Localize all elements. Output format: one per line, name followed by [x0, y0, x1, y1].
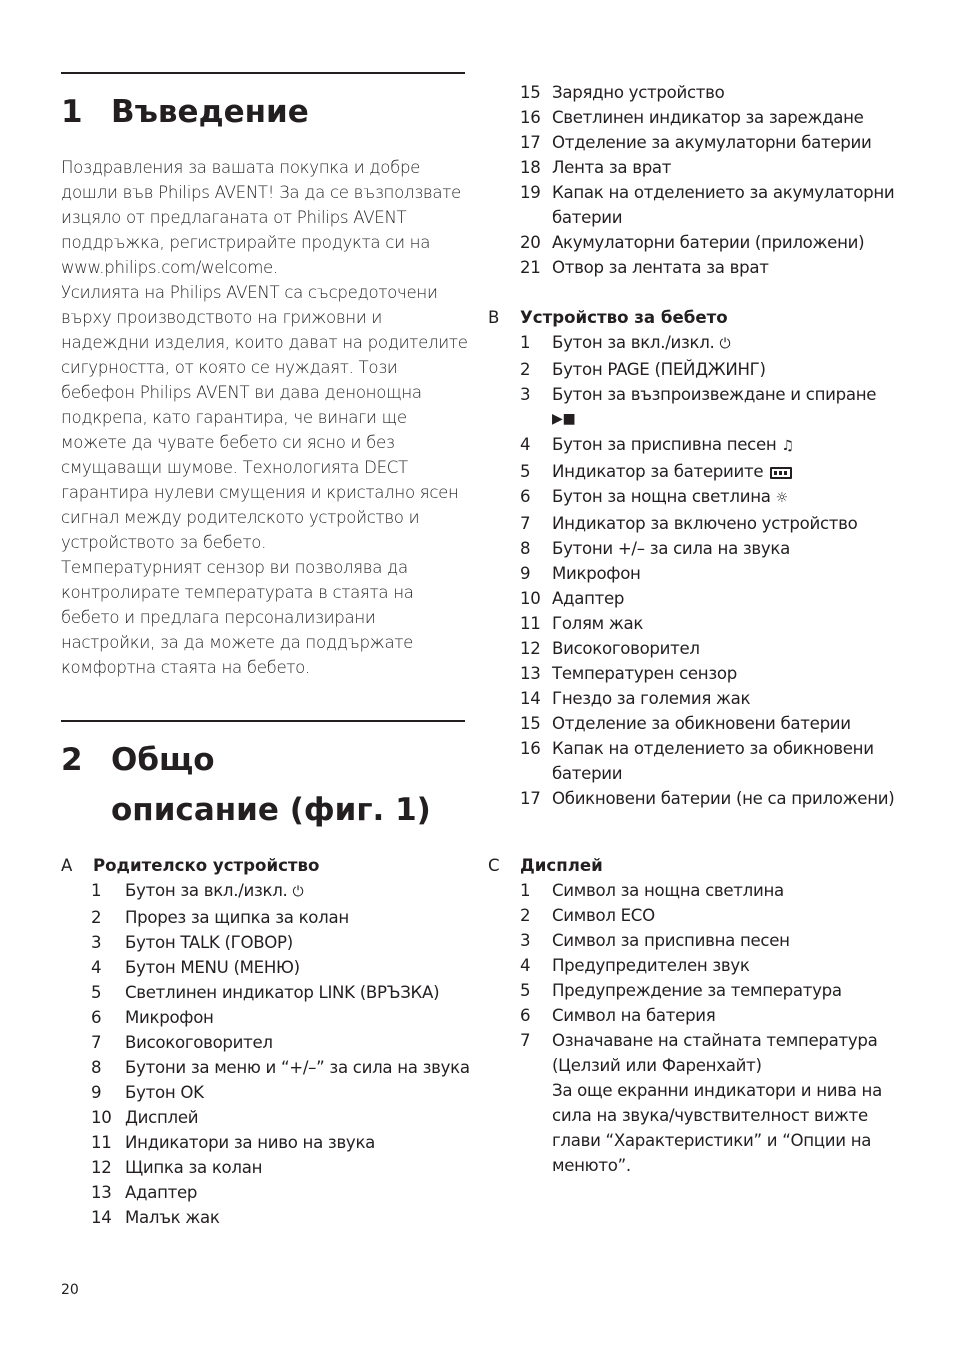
item-label: Капак на отделението за акумулаторни батерии [552, 183, 895, 227]
list-item [488, 953, 898, 978]
item-label: Бутон за вкл./изкл. [125, 881, 288, 900]
subsection-letter: A [61, 856, 73, 875]
list-item [61, 1105, 471, 1130]
parent-unit-continued [488, 80, 898, 280]
list-item [61, 1130, 471, 1155]
list-item [488, 459, 898, 484]
item-label: Отделение за акумулаторни батерии [552, 133, 872, 152]
subsection-heading [488, 305, 898, 330]
list-item [488, 255, 898, 280]
item-label: Отвор за лентата за врат [552, 258, 769, 277]
list-item [488, 432, 898, 459]
item-label: Светлинен индикатор LINK (ВРЪЗКА) [125, 983, 440, 1002]
parent-unit-list [61, 878, 471, 1230]
list-item [488, 928, 898, 953]
list-item [61, 905, 471, 930]
item-number: 19 [520, 183, 541, 202]
item-label: Бутони за меню и “+/–” за сила на звука [125, 1058, 470, 1077]
baby-unit-section [488, 305, 898, 811]
item-label: Бутон OK [125, 1083, 204, 1102]
list-item [488, 561, 898, 586]
item-label: Индикатор за батериите [552, 462, 764, 481]
item-number: 18 [520, 158, 541, 177]
list-item [488, 330, 898, 357]
item-label: Отделение за обикновени батерии [552, 714, 851, 733]
parent-unit-section [61, 853, 471, 1230]
item-number: 16 [520, 108, 541, 127]
item-number: 9 [91, 1083, 102, 1102]
list-item [488, 903, 898, 928]
item-label: Акумулаторни батерии (приложени) [552, 233, 865, 252]
list-item [61, 1180, 471, 1205]
item-number: 9 [520, 564, 531, 583]
subsection-heading [61, 853, 471, 878]
list-item [488, 661, 898, 686]
item-number: 4 [520, 435, 531, 454]
item-label: Гнездо за големия жак [552, 689, 751, 708]
item-label: Предупреждение за температура [552, 981, 842, 1000]
item-number: 4 [91, 958, 102, 977]
section-title: Въведение [111, 94, 309, 130]
item-label: Символ за нощна светлина [552, 881, 784, 900]
item-number: 11 [91, 1133, 112, 1152]
page-number: 20 [61, 1282, 79, 1298]
list-item [488, 155, 898, 180]
item-number: 4 [520, 956, 531, 975]
item-label: Светлинен индикатор за зареждане [552, 108, 864, 127]
item-number: 8 [520, 539, 531, 558]
item-label: Лента за врат [552, 158, 672, 177]
item-label: Бутон за приспивна песен [552, 435, 777, 454]
parent-unit-list-continued [488, 80, 898, 280]
item-number: 1 [91, 881, 102, 900]
item-number: 7 [91, 1033, 102, 1052]
item-label: Означаване на стайната температура (Целзий или Фаренхайт) [552, 1031, 878, 1075]
list-item [61, 930, 471, 955]
item-label: Адаптер [552, 589, 625, 608]
list-item [488, 80, 898, 105]
item-number: 13 [91, 1183, 112, 1202]
item-label: Микрофон [552, 564, 641, 583]
item-number: 7 [520, 514, 531, 533]
intro-text [61, 155, 471, 680]
list-item [61, 1155, 471, 1180]
item-number: 5 [520, 981, 531, 1000]
item-number: 3 [520, 385, 531, 404]
item-label: Символ ECO [552, 906, 655, 925]
item-number: 1 [520, 881, 531, 900]
item-label: Бутон за вкл./изкл. [552, 333, 715, 352]
power-icon: ⏻ [719, 336, 731, 352]
item-number: 2 [520, 906, 531, 925]
item-number: 12 [520, 639, 541, 658]
item-number: 10 [520, 589, 541, 608]
list-item [488, 536, 898, 561]
item-number: 11 [520, 614, 541, 633]
item-number: 10 [91, 1108, 112, 1127]
lullaby-icon: ♫ [781, 438, 794, 454]
list-item [488, 586, 898, 611]
subsection-title: Устройство за бебето [520, 308, 728, 327]
list-item [488, 511, 898, 536]
item-label: Бутон TALK (ГОВОР) [125, 933, 293, 952]
item-number: 20 [520, 233, 541, 252]
item-number: 13 [520, 664, 541, 683]
item-label: Бутони +/– за сила на звука [552, 539, 791, 558]
list-item [61, 1055, 471, 1080]
item-label: Малък жак [125, 1208, 220, 1227]
item-label: Температурен сензор [552, 664, 737, 683]
item-label: Голям жак [552, 614, 644, 633]
item-label: Символ на батерия [552, 1006, 716, 1025]
item-number: 6 [520, 1006, 531, 1025]
power-icon: ⏻ [292, 884, 304, 900]
section-number: 1 [61, 94, 83, 130]
list-item [488, 878, 898, 903]
item-number: 6 [91, 1008, 102, 1027]
item-number: 7 [520, 1031, 531, 1050]
section-heading-overview [61, 735, 465, 835]
list-item [61, 1030, 471, 1055]
list-item [61, 878, 471, 905]
list-item [488, 105, 898, 130]
item-label: Капак на отделението за обикновени батерии [552, 739, 874, 783]
item-number: 2 [91, 908, 102, 927]
item-number: 16 [520, 739, 541, 758]
item-label: Високоговорител [125, 1033, 273, 1052]
list-item [61, 1005, 471, 1030]
item-number: 5 [520, 462, 531, 481]
item-number: 14 [91, 1208, 112, 1227]
item-label: Щипка за колан [125, 1158, 263, 1177]
display-section [488, 853, 898, 1178]
item-label: Бутон MENU (МЕНЮ) [125, 958, 300, 977]
item-number: 21 [520, 258, 541, 277]
subsection-title: Дисплей [520, 856, 603, 875]
list-item [488, 484, 898, 511]
intro-paragraph: Температурният сензор ви позволява да контролирате температурата в стаята на бебето и предлага персонализирани настройки, за да можете да поддържате комфортна стаята на бебето. [61, 558, 414, 677]
item-number: 17 [520, 133, 541, 152]
list-item [488, 1028, 898, 1078]
item-label: Микрофон [125, 1008, 214, 1027]
item-label: Обикновени батерии (не са приложени) [552, 789, 895, 808]
list-item [61, 1080, 471, 1105]
item-number: 2 [520, 360, 531, 379]
item-label: Предупредителен звук [552, 956, 750, 975]
item-label: Високоговорител [552, 639, 700, 658]
list-item [488, 382, 898, 432]
list-item [488, 357, 898, 382]
item-label: Прорез за щипка за колан [125, 908, 349, 927]
battery-icon [770, 467, 792, 479]
night-light-icon: ☼ [775, 490, 788, 506]
item-number: 14 [520, 689, 541, 708]
item-label: Символ за приспивна песен [552, 931, 790, 950]
item-number: 12 [91, 1158, 112, 1177]
list-item [488, 180, 898, 230]
item-number: 3 [520, 931, 531, 950]
item-number: 6 [520, 487, 531, 506]
subsection-title: Родителско устройство [93, 856, 320, 875]
item-label: Зарядно устройство [552, 83, 725, 102]
list-item [488, 686, 898, 711]
item-label: Индикатори за ниво на звука [125, 1133, 376, 1152]
list-item [488, 711, 898, 736]
list-item [488, 978, 898, 1003]
item-label: Бутон PAGE (ПЕЙДЖИНГ) [552, 360, 766, 379]
item-label: Бутон за възпроизвеждане и спиране [552, 385, 877, 404]
list-item [488, 130, 898, 155]
intro-paragraph: Усилията на Philips AVENT са съсредоточени върху производството на грижовни и надеждни изделия, които дават на родителите сигурността, от която се нуждаят. Този бебефон Philips AVENT ви дава денонощна подкрепа, като гарантира, че винаги ще можете да чувате бебето си ясно и без смущаващи шумове. Технологията DECT гарантира нулеви смущения и кристално ясен сигнал между родителското устройство и устройството за бебето. [61, 283, 468, 552]
list-item [488, 636, 898, 661]
item-number: 8 [91, 1058, 102, 1077]
list-item [488, 736, 898, 786]
section-rule [61, 720, 465, 722]
item-number: 15 [520, 714, 541, 733]
list-item [488, 1003, 898, 1028]
item-label: Бутон за нощна светлина [552, 487, 771, 506]
display-note: За още екранни индикатори и нива на сила на звука/чувствителност вижте глави “Характеристики” и “Опции на менюто”. [552, 1081, 882, 1175]
list-item [61, 955, 471, 980]
play-stop-icon: ▶■ [552, 411, 576, 427]
item-number: 15 [520, 83, 541, 102]
baby-unit-list [488, 330, 898, 811]
item-number: 17 [520, 789, 541, 808]
item-number: 5 [91, 983, 102, 1002]
list-item [488, 786, 898, 811]
section-rule [61, 72, 465, 74]
item-number: 1 [520, 333, 531, 352]
item-label: Адаптер [125, 1183, 198, 1202]
subsection-heading [488, 853, 898, 878]
item-label: Индикатор за включено устройство [552, 514, 858, 533]
subsection-letter: C [488, 856, 500, 875]
display-list [488, 878, 898, 1178]
item-number: 3 [91, 933, 102, 952]
intro-paragraph: Поздравления за вашата покупка и добре дошли във Philips AVENT! За да се възползвате изцяло от предлаганата от Philips AVENT поддръжка, регистрирайте продукта си на www.philips.com/welcome. [61, 158, 461, 277]
section-heading-intro [61, 87, 465, 137]
list-item [61, 980, 471, 1005]
list-item [61, 1205, 471, 1230]
list-item [488, 611, 898, 636]
subsection-letter: B [488, 308, 500, 327]
section-number: 2 [61, 742, 83, 778]
list-item [488, 230, 898, 255]
section-title: Общо описание (фиг. 1) [111, 742, 431, 828]
item-label: Дисплей [125, 1108, 199, 1127]
